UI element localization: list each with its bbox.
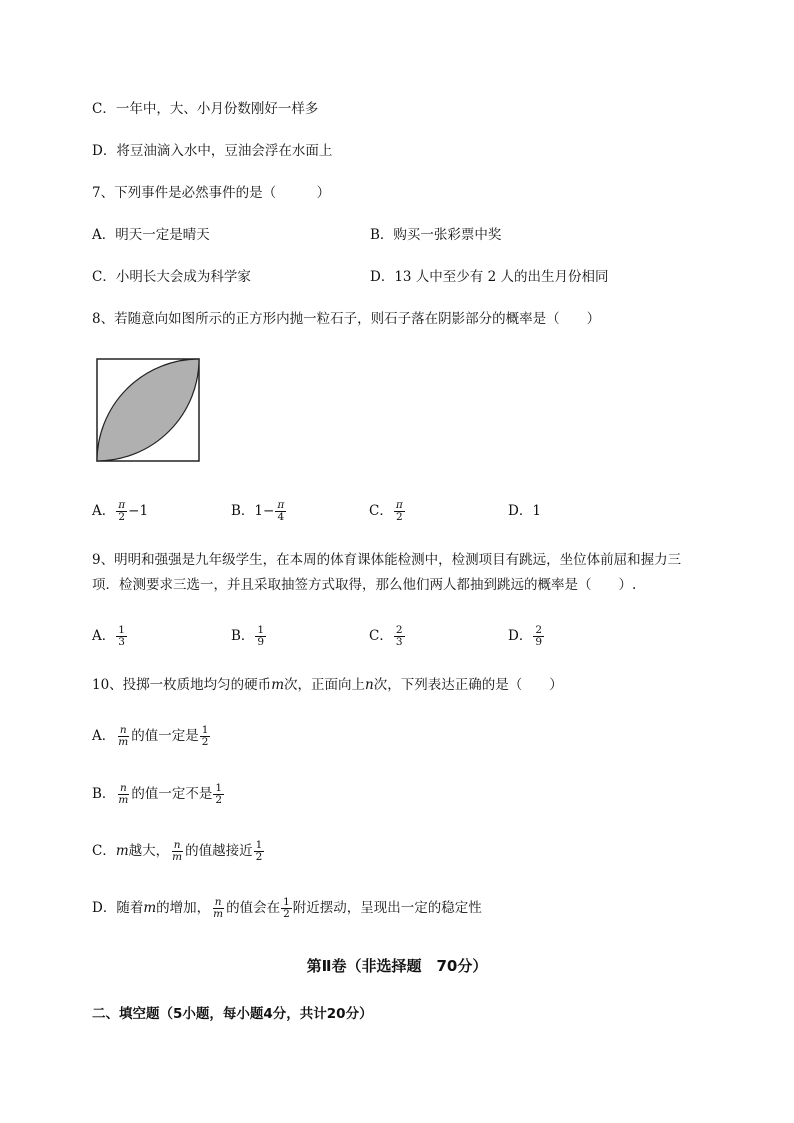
fraction-denominator: 2 [215, 794, 223, 806]
fraction [394, 500, 405, 523]
fraction-denominator: 3 [118, 636, 125, 648]
option-text: 的值一定是 [131, 728, 199, 744]
fraction [281, 897, 292, 920]
q9-stem-line2: 项．检测要求三选一，并且采取抽签方式取得，那么他们两人都抽到跳远的概率是（ ）. [92, 577, 637, 593]
q7-option-a: A．明天一定是晴天 [92, 227, 210, 243]
fraction-denominator: 4 [277, 511, 285, 523]
stem-text: 次，正面向上 [284, 677, 365, 693]
option-label: A． [92, 628, 116, 644]
variable-m: m [143, 900, 157, 916]
fraction-denominator: m [213, 908, 224, 920]
option-tail: −1 [128, 503, 149, 519]
fraction-numerator: 1 [257, 624, 265, 636]
q9-option-a [92, 619, 128, 653]
option-label: D． [508, 628, 533, 644]
part-2-title: 第Ⅱ卷（非选择题 70分） [306, 957, 488, 975]
stem-text: 10、投掷一枚质地均匀的硬币 [92, 677, 272, 693]
fraction-numerator: n [173, 839, 181, 851]
option-label: B． [231, 628, 255, 644]
fraction-denominator: 3 [395, 636, 403, 648]
fraction-denominator: m [118, 736, 129, 748]
q7-option-d: D．13 人中至少有 2 人的出生月份相同 [370, 269, 609, 285]
fraction [116, 783, 130, 806]
q7-option-b: B．购买一张彩票中奖 [370, 227, 502, 243]
fraction-denominator: 9 [535, 636, 543, 648]
q8-option-b [231, 494, 287, 528]
fraction-numerator: 1 [255, 839, 263, 851]
fraction-denominator: 9 [257, 636, 265, 648]
option-label: C． [369, 628, 393, 644]
fraction [255, 625, 266, 648]
fraction [116, 625, 127, 648]
q9-option-d [508, 619, 545, 653]
q8-option-d: D．1 [508, 503, 541, 519]
fraction [200, 725, 211, 748]
fraction-numerator: n [119, 724, 127, 736]
fraction-denominator: m [118, 794, 129, 806]
fraction [213, 783, 224, 806]
option-label: B． [92, 786, 116, 802]
q8-square-figure [96, 358, 200, 462]
fraction-numerator: 2 [395, 624, 403, 636]
fraction-numerator: 1 [215, 782, 223, 794]
option-text: 的值越接近 [185, 843, 253, 859]
fraction-denominator: m [172, 851, 183, 863]
fraction [394, 625, 405, 648]
section-fill-in-heading: 二、填空题（5小题，每小题4分，共计20分） [92, 1006, 373, 1022]
q6-option-c: C．一年中，大、小月份数刚好一样多 [92, 101, 319, 117]
fraction-numerator: π [277, 499, 285, 511]
fraction-numerator: n [120, 782, 127, 794]
fraction [116, 500, 127, 523]
variable-n: n [365, 677, 374, 693]
q9-option-b [231, 619, 267, 653]
variable-m: m [271, 677, 284, 693]
fraction [116, 725, 130, 748]
option-label: D．随着 [92, 900, 144, 916]
q6-option-d: D．将豆油滴入水中，豆油会浮在水面上 [92, 143, 333, 159]
option-text: 的值会在 [226, 900, 281, 916]
option-text: 越大， [128, 843, 170, 859]
fraction-numerator: n [214, 896, 222, 908]
fraction-numerator: 2 [535, 624, 543, 636]
q8-option-c [369, 494, 406, 528]
q10-stem [92, 675, 563, 695]
option-label: B．1− [231, 503, 275, 519]
fraction [211, 897, 225, 920]
fraction [170, 840, 184, 863]
q8-option-a [92, 494, 148, 528]
fraction-numerator: π [118, 499, 126, 511]
q7-option-c: C．小明长大会成为科学家 [92, 269, 251, 285]
fraction-denominator: 2 [255, 851, 263, 863]
fraction-numerator: 1 [118, 624, 125, 636]
option-label: A． [92, 503, 116, 519]
q9-stem-line1: 9、明明和强强是九年级学生，在本周的体育课体能检测中，检测项目有跳远，坐位体前屈和握力三 [92, 552, 682, 568]
option-label: A． [92, 728, 116, 744]
option-label: C． [369, 503, 393, 519]
fraction-numerator: 1 [201, 724, 209, 736]
option-text: 的值一定不是 [131, 786, 213, 802]
fraction [533, 625, 544, 648]
q10-option-c [92, 834, 265, 868]
option-text: 的增加， [156, 900, 211, 916]
fraction-denominator: 2 [201, 736, 209, 748]
option-label: C． [92, 843, 116, 859]
fraction-numerator: 1 [283, 896, 290, 908]
fraction-denominator: 2 [118, 511, 126, 523]
q7-stem: 7、下列事件是必然事件的是（ ） [92, 185, 331, 201]
q10-option-d [92, 891, 482, 925]
q9-option-c [369, 619, 406, 653]
fraction-denominator: 2 [283, 908, 290, 920]
fraction-denominator: 2 [395, 511, 403, 523]
fraction-numerator: π [395, 499, 403, 511]
option-text: 附近摆动，呈现出一定的稳定性 [292, 900, 482, 916]
stem-text: 次，下列表达正确的是（ ） [373, 677, 563, 693]
variable-m: m [115, 843, 129, 859]
fraction [275, 500, 286, 523]
q8-stem: 8、若随意向如图所示的正方形内抛一粒石子，则石子落在阴影部分的概率是（ ） [92, 311, 601, 327]
q10-option-b [92, 777, 225, 811]
fraction [254, 840, 265, 863]
q10-option-a [92, 719, 211, 753]
